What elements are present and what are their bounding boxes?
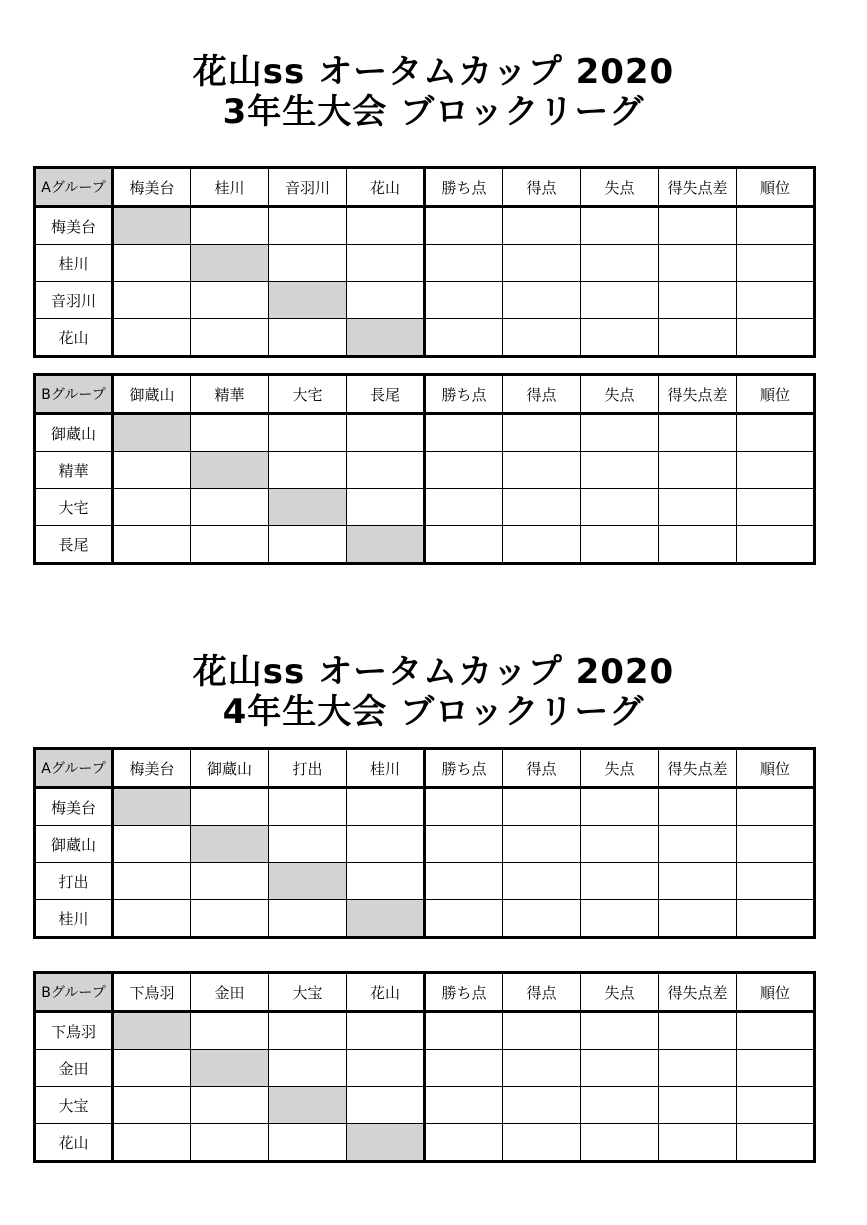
team-row-label: 梅美台 (35, 207, 113, 245)
points-cell (425, 489, 503, 526)
diagonal-cell (269, 282, 347, 319)
points-header: 勝ち点 (425, 375, 503, 414)
goals-for-cell (503, 282, 581, 319)
table-header-row (35, 973, 815, 1012)
result-cell (269, 1012, 347, 1050)
team-row-label: 花山 (35, 1124, 113, 1162)
goals-for-cell (503, 900, 581, 938)
goal-difference-cell (659, 863, 737, 900)
goals-against-cell (581, 1124, 659, 1162)
result-cell (113, 489, 191, 526)
result-cell (191, 1012, 269, 1050)
result-cell (347, 788, 425, 826)
rank-cell (737, 1050, 815, 1087)
goals-against-cell (581, 826, 659, 863)
points-cell (425, 1050, 503, 1087)
result-cell (269, 207, 347, 245)
goals-for-cell (503, 1124, 581, 1162)
table-row (35, 900, 815, 938)
team-column-header: 音羽川 (269, 168, 347, 207)
table-row (35, 1050, 815, 1087)
diagonal-cell (113, 414, 191, 452)
points-cell (425, 452, 503, 489)
goals-for-header: 得点 (503, 973, 581, 1012)
goals-for-cell (503, 826, 581, 863)
section-2-title-line2: 4年生大会 ブロックリーグ (222, 692, 645, 732)
goal-difference-header: 得失点差 (659, 168, 737, 207)
rank-cell (737, 319, 815, 357)
section-1-title-line1: 花山ss オータムカップ 2020 (192, 52, 675, 92)
rank-cell (737, 207, 815, 245)
table-row (35, 414, 815, 452)
goal-difference-cell (659, 282, 737, 319)
team-row-label: 音羽川 (35, 282, 113, 319)
diagonal-cell (113, 207, 191, 245)
table-row (35, 788, 815, 826)
team-column-header: 梅美台 (113, 749, 191, 788)
diagonal-cell (347, 1124, 425, 1162)
goals-against-cell (581, 452, 659, 489)
result-cell (113, 826, 191, 863)
team-column-header: 下鳥羽 (113, 973, 191, 1012)
diagonal-cell (347, 526, 425, 564)
diagonal-cell (269, 489, 347, 526)
team-row-label: 御蔵山 (35, 414, 113, 452)
team-row-label: 下鳥羽 (35, 1012, 113, 1050)
goals-for-cell (503, 1012, 581, 1050)
goals-for-cell (503, 452, 581, 489)
section-2-title-line1: 花山ss オータムカップ 2020 (192, 652, 675, 692)
goals-for-cell (503, 414, 581, 452)
goal-difference-cell (659, 900, 737, 938)
points-header: 勝ち点 (425, 749, 503, 788)
goal-difference-header: 得失点差 (659, 973, 737, 1012)
team-row-label: 御蔵山 (35, 826, 113, 863)
result-cell (347, 1050, 425, 1087)
points-cell (425, 526, 503, 564)
group-label: Bグループ (35, 375, 113, 414)
goals-against-cell (581, 489, 659, 526)
goals-against-header: 失点 (581, 749, 659, 788)
league-table-4th-grade-a (33, 747, 816, 939)
points-cell (425, 245, 503, 282)
rank-cell (737, 282, 815, 319)
team-row-label: 桂川 (35, 245, 113, 282)
result-cell (347, 414, 425, 452)
goals-against-cell (581, 245, 659, 282)
team-column-header: 大宅 (269, 375, 347, 414)
result-cell (113, 282, 191, 319)
result-cell (191, 207, 269, 245)
result-cell (191, 282, 269, 319)
goals-for-cell (503, 526, 581, 564)
goals-against-cell (581, 414, 659, 452)
team-column-header: 花山 (347, 168, 425, 207)
result-cell (347, 863, 425, 900)
diagonal-cell (347, 319, 425, 357)
team-row-label: 打出 (35, 863, 113, 900)
league-table-3rd-grade-b (33, 373, 816, 565)
team-column-header: 長尾 (347, 375, 425, 414)
result-cell (113, 1087, 191, 1124)
table-row (35, 452, 815, 489)
points-cell (425, 1087, 503, 1124)
team-column-header: 打出 (269, 749, 347, 788)
points-cell (425, 282, 503, 319)
points-header: 勝ち点 (425, 168, 503, 207)
result-cell (191, 414, 269, 452)
result-cell (113, 526, 191, 564)
goals-against-cell (581, 319, 659, 357)
result-cell (347, 489, 425, 526)
goal-difference-header: 得失点差 (659, 375, 737, 414)
result-cell (113, 863, 191, 900)
goal-difference-cell (659, 245, 737, 282)
table-row (35, 526, 815, 564)
goals-for-cell (503, 1087, 581, 1124)
goal-difference-cell (659, 526, 737, 564)
rank-header: 順位 (737, 973, 815, 1012)
result-cell (191, 319, 269, 357)
goals-against-header: 失点 (581, 168, 659, 207)
result-cell (191, 526, 269, 564)
goal-difference-cell (659, 788, 737, 826)
result-cell (113, 900, 191, 938)
table-header-row (35, 168, 815, 207)
section-1-title-line2: 3年生大会 ブロックリーグ (222, 92, 645, 132)
goal-difference-cell (659, 452, 737, 489)
diagonal-cell (269, 1087, 347, 1124)
points-header: 勝ち点 (425, 973, 503, 1012)
goal-difference-cell (659, 414, 737, 452)
result-cell (269, 1124, 347, 1162)
league-table-4th-grade-b (33, 971, 816, 1163)
points-cell (425, 1124, 503, 1162)
goals-for-cell (503, 319, 581, 357)
team-row-label: 花山 (35, 319, 113, 357)
team-column-header: 桂川 (347, 749, 425, 788)
goal-difference-cell (659, 489, 737, 526)
diagonal-cell (113, 788, 191, 826)
goal-difference-cell (659, 1087, 737, 1124)
table-row (35, 207, 815, 245)
group-label: Bグループ (35, 973, 113, 1012)
goals-against-cell (581, 1087, 659, 1124)
team-row-label: 金田 (35, 1050, 113, 1087)
table-row (35, 489, 815, 526)
goals-against-cell (581, 788, 659, 826)
rank-cell (737, 1087, 815, 1124)
rank-cell (737, 452, 815, 489)
goals-for-cell (503, 788, 581, 826)
result-cell (347, 282, 425, 319)
rank-header: 順位 (737, 375, 815, 414)
result-cell (191, 788, 269, 826)
goals-against-cell (581, 1050, 659, 1087)
rank-cell (737, 414, 815, 452)
result-cell (269, 526, 347, 564)
team-column-header: 金田 (191, 973, 269, 1012)
result-cell (113, 1050, 191, 1087)
result-cell (191, 1124, 269, 1162)
result-cell (191, 1087, 269, 1124)
diagonal-cell (347, 900, 425, 938)
table-row (35, 245, 815, 282)
goal-difference-cell (659, 1124, 737, 1162)
group-label: Aグループ (35, 168, 113, 207)
goal-difference-cell (659, 1012, 737, 1050)
goals-against-header: 失点 (581, 973, 659, 1012)
table-row (35, 1124, 815, 1162)
result-cell (191, 900, 269, 938)
result-cell (113, 452, 191, 489)
goal-difference-cell (659, 207, 737, 245)
table-header-row (35, 749, 815, 788)
points-cell (425, 863, 503, 900)
result-cell (269, 319, 347, 357)
goals-against-cell (581, 526, 659, 564)
team-column-header: 御蔵山 (113, 375, 191, 414)
result-cell (347, 207, 425, 245)
goals-for-cell (503, 245, 581, 282)
points-cell (425, 1012, 503, 1050)
rank-cell (737, 245, 815, 282)
diagonal-cell (191, 245, 269, 282)
goals-for-header: 得点 (503, 749, 581, 788)
team-column-header: 桂川 (191, 168, 269, 207)
rank-cell (737, 826, 815, 863)
result-cell (347, 1087, 425, 1124)
result-cell (113, 319, 191, 357)
rank-cell (737, 526, 815, 564)
points-cell (425, 788, 503, 826)
team-row-label: 大宅 (35, 489, 113, 526)
goals-against-cell (581, 900, 659, 938)
rank-header: 順位 (737, 749, 815, 788)
section-1-title (0, 52, 867, 132)
goals-against-cell (581, 282, 659, 319)
diagonal-cell (191, 826, 269, 863)
team-column-header: 花山 (347, 973, 425, 1012)
goal-difference-cell (659, 826, 737, 863)
table-row (35, 319, 815, 357)
team-row-label: 長尾 (35, 526, 113, 564)
rank-cell (737, 788, 815, 826)
table-row (35, 1012, 815, 1050)
team-row-label: 大宝 (35, 1087, 113, 1124)
result-cell (347, 826, 425, 863)
result-cell (269, 788, 347, 826)
goals-against-cell (581, 863, 659, 900)
result-cell (113, 245, 191, 282)
group-label: Aグループ (35, 749, 113, 788)
result-cell (347, 245, 425, 282)
result-cell (347, 1012, 425, 1050)
team-column-header: 精華 (191, 375, 269, 414)
points-cell (425, 900, 503, 938)
team-column-header: 大宝 (269, 973, 347, 1012)
league-table-3rd-grade-a (33, 166, 816, 358)
team-column-header: 梅美台 (113, 168, 191, 207)
result-cell (269, 245, 347, 282)
goals-for-header: 得点 (503, 375, 581, 414)
diagonal-cell (269, 863, 347, 900)
rank-cell (737, 900, 815, 938)
result-cell (347, 452, 425, 489)
goals-for-cell (503, 1050, 581, 1087)
result-cell (269, 826, 347, 863)
points-cell (425, 826, 503, 863)
team-row-label: 桂川 (35, 900, 113, 938)
rank-cell (737, 489, 815, 526)
result-cell (191, 863, 269, 900)
goal-difference-cell (659, 319, 737, 357)
rank-header: 順位 (737, 168, 815, 207)
goals-against-cell (581, 1012, 659, 1050)
result-cell (269, 900, 347, 938)
goals-against-header: 失点 (581, 375, 659, 414)
goals-for-cell (503, 207, 581, 245)
diagonal-cell (191, 1050, 269, 1087)
table-row (35, 826, 815, 863)
table-row (35, 1087, 815, 1124)
diagonal-cell (113, 1012, 191, 1050)
result-cell (113, 1124, 191, 1162)
table-header-row (35, 375, 815, 414)
goals-for-cell (503, 489, 581, 526)
result-cell (269, 414, 347, 452)
points-cell (425, 207, 503, 245)
section-2-title (0, 652, 867, 732)
result-cell (269, 1050, 347, 1087)
goals-for-header: 得点 (503, 168, 581, 207)
table-row (35, 282, 815, 319)
goals-against-cell (581, 207, 659, 245)
result-cell (269, 452, 347, 489)
points-cell (425, 414, 503, 452)
goals-for-cell (503, 863, 581, 900)
rank-cell (737, 1012, 815, 1050)
table-row (35, 863, 815, 900)
team-column-header: 御蔵山 (191, 749, 269, 788)
team-row-label: 梅美台 (35, 788, 113, 826)
goal-difference-header: 得失点差 (659, 749, 737, 788)
diagonal-cell (191, 452, 269, 489)
points-cell (425, 319, 503, 357)
rank-cell (737, 863, 815, 900)
result-cell (191, 489, 269, 526)
rank-cell (737, 1124, 815, 1162)
team-row-label: 精華 (35, 452, 113, 489)
goal-difference-cell (659, 1050, 737, 1087)
